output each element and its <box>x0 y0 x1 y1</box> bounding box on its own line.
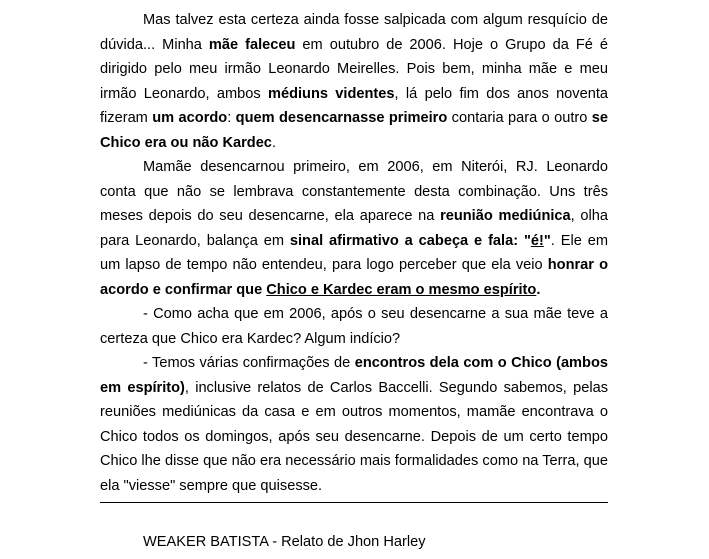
underlined-bold-text: Chico e Kardec eram o mesmo espírito <box>266 281 537 298</box>
text-segment: . <box>271 134 276 151</box>
bold-text: quem desencarnasse primeiro <box>235 110 448 126</box>
text-segment: , olha para Leonardo, balança em <box>100 208 608 249</box>
bold-text: " <box>543 232 551 249</box>
text-segment: - Como acha que em 2006, após o seu desencarne a sua mãe teve a certeza que Chico era Kardec? Algum indício? <box>100 306 608 347</box>
paragraph-4 <box>100 351 608 498</box>
paragraph-3 <box>100 302 608 351</box>
text-segment: , lá pelo fim dos anos noventa fizeram <box>100 85 609 126</box>
bold-text: encontros dela com o Chico (ambos em espírito) <box>100 355 608 396</box>
underlined-bold-text: é! <box>530 232 544 249</box>
bold-text: honrar o acordo e confirmar que <box>100 257 608 298</box>
text-segment: Mamãe desencarnou primeiro, em 2006, em Niterói, RJ. Leonardo conta que não se lembrava constantemente desta combinação. Uns três meses depois do seu desencarne, ela aparece na <box>100 159 608 224</box>
text-segment: em outubro de 2006. Hoje o Grupo da Fé é dirigido pelo meu irmão Leonardo Meirelles. Pois bem, minha mãe e meu irmão Leonardo, ambos <box>100 36 609 102</box>
text-segment: : <box>227 110 236 126</box>
bold-text: médiuns videntes <box>267 85 395 102</box>
bold-text: reunião mediúnica <box>440 208 571 224</box>
page-footer: WEAKER BATISTA - Relato de Jhon Harley <box>143 534 426 550</box>
text-segment: , inclusive relatos de Carlos Baccelli. Segundo sabemos, pelas reuniões mediúnicas da casa e em outros momentos, mamãe encontrava o Chico todos os domingos, após seu desencarne. Depois de um certo tempo Chico lhe disse que não era necessário mais formalidades como na Terra, que ela "viesse" sempre que quisesse. <box>100 379 608 494</box>
text-segment: Mas talvez esta certeza ainda fosse salpicada com algum resquício de dúvida... Minha <box>100 12 608 53</box>
text-segment: . Ele em um lapso de tempo não entendeu, para logo perceber que ela veio <box>100 232 608 273</box>
text-segment: - Temos várias confirmações de <box>143 355 355 371</box>
bold-text: . <box>536 281 541 298</box>
bold-text: mãe faleceu <box>208 36 296 53</box>
bold-text: sinal afirmativo a cabeça e fala: " <box>289 232 531 249</box>
bold-text: um acordo <box>152 110 228 126</box>
text-segment: contaria para o outro <box>447 110 592 126</box>
paragraph-1 <box>100 8 608 155</box>
document-body <box>100 8 608 498</box>
paragraph-2 <box>100 155 608 302</box>
horizontal-rule <box>100 502 608 503</box>
bold-text: se Chico era ou não Kardec <box>100 110 609 151</box>
